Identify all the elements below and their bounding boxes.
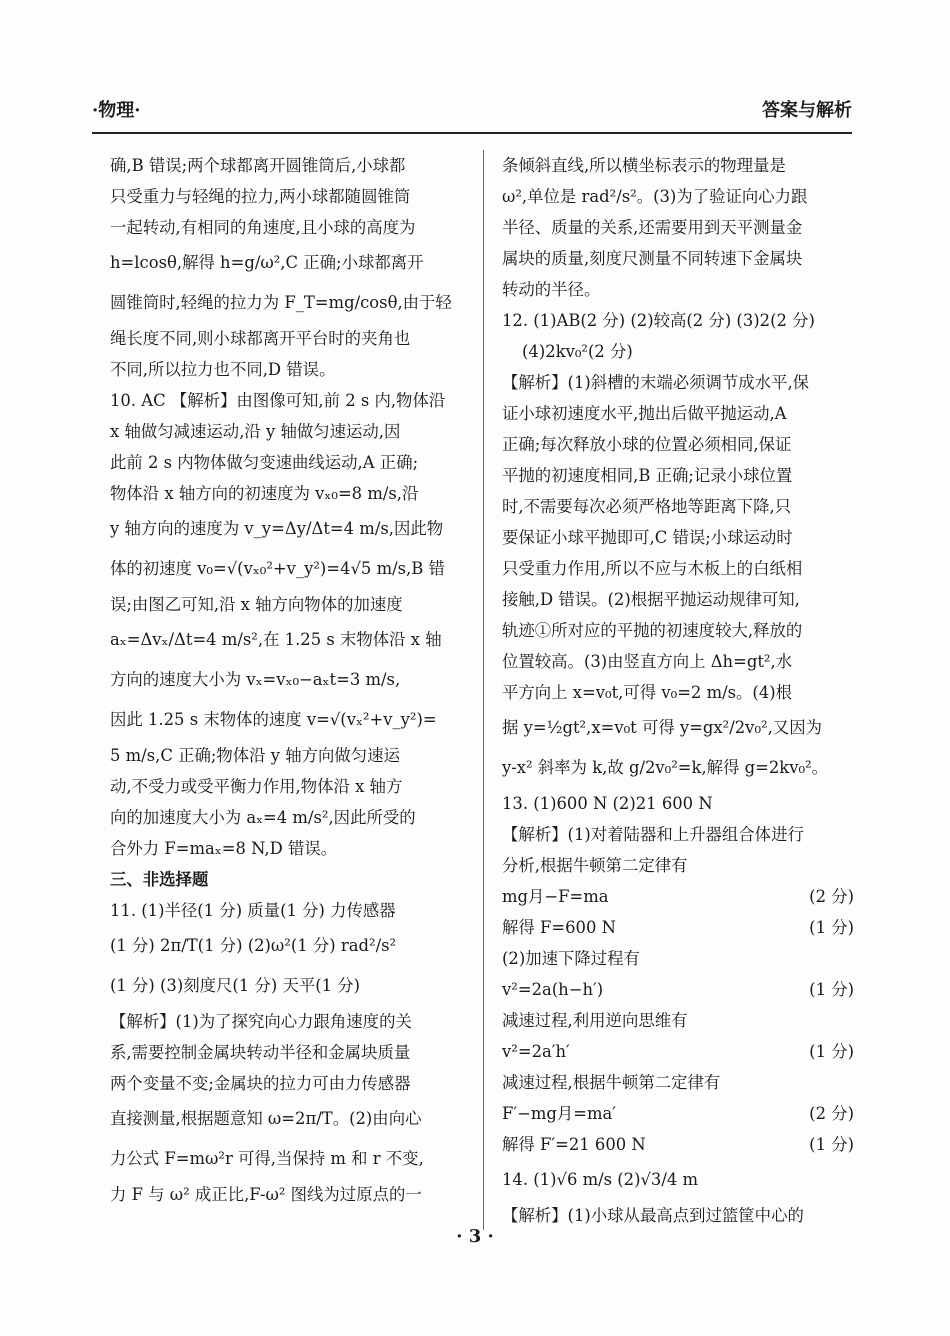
page-number: · 3 · <box>456 1226 494 1247</box>
equation-row <box>502 881 854 912</box>
question-12-line: 12. (1)AB(2 分) (2)较高(2 分) (3)2(2 分) <box>502 311 815 330</box>
text-line: 【解析】(1)对着陆器和上升器组合体进行 <box>502 825 804 844</box>
text-line: 不同,所以拉力也不同,D 错误。 <box>110 360 336 379</box>
score: (1 分) <box>809 980 854 999</box>
text-line: ω²,单位是 rad²/s²。(3)为了验证向心力跟 <box>502 187 808 206</box>
column-divider <box>483 150 484 1230</box>
text-line: 此前 2 s 内物体做匀变速曲线运动,A 正确; <box>110 453 419 472</box>
score: (1 分) <box>809 918 854 937</box>
text-line: 【解析】(1)小球从最高点到过篮筐中心的 <box>502 1206 804 1225</box>
text-line: (1 分) (3)刻度尺(1 分) 天平(1 分) <box>110 976 361 995</box>
text-line: y-x² 斜率为 k,故 g/2v₀²=k,解得 g=2kv₀²。 <box>502 758 829 777</box>
text-line: 两个变量不变;金属块的拉力可由力传感器 <box>110 1074 411 1093</box>
text-line: 一起转动,有相同的角速度,且小球的高度为 <box>110 218 416 237</box>
text-line: 力公式 F=mω²r 可得,当保持 m 和 r 不变, <box>110 1149 424 1168</box>
text-line: 条倾斜直线,所以横坐标表示的物理量是 <box>502 156 786 175</box>
equation-row <box>502 943 854 974</box>
text-line: 要保证小球平抛即可,C 错误;小球运动时 <box>502 528 793 547</box>
text-line: 平方向上 x=v₀t,可得 v₀=2 m/s。(4)根 <box>502 683 793 702</box>
score: (2 分) <box>809 1104 854 1123</box>
text-line: 据 y=½gt²,x=v₀t 可得 y=gx²/2v₀²,又因为 <box>502 718 822 737</box>
text-line: 系,需要控制金属块转动半径和金属块质量 <box>110 1043 411 1062</box>
text-line: 平抛的初速度相同,B 正确;记录小球位置 <box>502 466 793 485</box>
text-line: 合外力 F=maₓ=8 N,D 错误。 <box>110 839 338 858</box>
text-line: 5 m/s,C 正确;物体沿 y 轴方向做匀速运 <box>110 746 400 765</box>
equation: 解得 F′=21 600 N <box>502 1135 646 1154</box>
text-line: x 轴做匀减速运动,沿 y 轴做匀速运动,因 <box>110 422 401 441</box>
text-line: 只受重力与轻绳的拉力,两小球都随圆锥筒 <box>110 187 411 206</box>
text-line: 向的加速度大小为 aₓ=4 m/s²,因此所受的 <box>110 808 416 827</box>
score: (1 分) <box>809 1042 854 1061</box>
text-line: 【解析】(1)斜槽的末端必须调节成水平,保 <box>502 373 810 392</box>
text-line: 力 F 与 ω² 成正比,F-ω² 图线为过原点的一 <box>110 1185 422 1204</box>
equation: v²=2a′h′ <box>502 1042 570 1061</box>
left-column <box>110 150 458 1210</box>
text-line: 圆锥筒时,轻绳的拉力为 F_T=mg/cosθ,由于轻 <box>110 293 452 312</box>
equation: F′−mg月=ma′ <box>502 1104 617 1123</box>
text-line: 时,不需要每次必须严格地等距离下降,只 <box>502 497 792 516</box>
question-11-line: 11. (1)半径(1 分) 质量(1 分) 力传感器 <box>110 901 396 920</box>
text-line: 绳长度不同,则小球都离开平台时的夹角也 <box>110 329 411 348</box>
text-line: 属块的质量,刻度尺测量不同转速下金属块 <box>502 249 803 268</box>
text-line: 体的初速度 v₀=√(vₓ₀²+v_y²)=4√5 m/s,B 错 <box>110 559 445 578</box>
text-line: 【解析】(1)为了探究向心力跟角速度的关 <box>110 1012 412 1031</box>
text-line: 轨迹①所对应的平抛的初速度较大,释放的 <box>502 621 803 640</box>
equation-row <box>502 1129 854 1160</box>
equation-row <box>502 1098 854 1129</box>
text-line: 转动的半径。 <box>502 280 601 299</box>
header-rule <box>92 132 852 134</box>
text-line: 半径、质量的关系,还需要用到天平测量金 <box>502 218 803 237</box>
text-line: 分析,根据牛顿第二定律有 <box>502 856 688 875</box>
text-line: 方向的速度大小为 vₓ=vₓ₀−aₓt=3 m/s, <box>110 670 401 689</box>
equation-row <box>502 912 854 943</box>
equation: v²=2a(h−h′) <box>502 980 604 999</box>
text-line: 误;由图乙可知,沿 x 轴方向物体的加速度 <box>110 595 403 614</box>
right-column <box>502 150 854 1231</box>
text-line: 证小球初速度水平,抛出后做平抛运动,A <box>502 404 787 423</box>
score: (2 分) <box>809 887 854 906</box>
text-line: 动,不受力或受平衡力作用,物体沿 x 轴方 <box>110 777 403 796</box>
question-13-line: 13. (1)600 N (2)21 600 N <box>502 794 713 813</box>
question-10-line: 10. AC 【解析】由图像可知,前 2 s 内,物体沿 <box>110 391 446 410</box>
text-line: 直接测量,根据题意知 ω=2π/T。(2)由向心 <box>110 1109 422 1128</box>
header-subject: ·物理· <box>92 100 141 121</box>
equation: 解得 F=600 N <box>502 918 616 937</box>
equation-row <box>502 1036 854 1067</box>
text-line: 确,B 错误;两个球都离开圆锥筒后,小球都 <box>110 156 406 175</box>
equation: 减速过程,根据牛顿第二定律有 <box>502 1073 721 1092</box>
equation: 减速过程,利用逆向思维有 <box>502 1011 688 1030</box>
header-section: 答案与解析 <box>762 100 852 121</box>
text-line: 接触,D 错误。(2)根据平抛运动规律可知, <box>502 590 800 609</box>
text-line: aₓ=Δvₓ/Δt=4 m/s²,在 1.25 s 末物体沿 x 轴 <box>110 630 442 649</box>
equation-row <box>502 1067 854 1098</box>
text-line: h=lcosθ,解得 h=g/ω²,C 正确;小球都离开 <box>110 253 424 272</box>
text-line: (4)2kv₀²(2 分) <box>522 342 633 361</box>
text-line: 物体沿 x 轴方向的初速度为 vₓ₀=8 m/s,沿 <box>110 484 419 503</box>
section-title: 三、非选择题 <box>110 870 209 889</box>
equation-row <box>502 1005 854 1036</box>
score: (1 分) <box>809 1135 854 1154</box>
text-line: 正确;每次释放小球的位置必须相同,保证 <box>502 435 792 454</box>
equation: mg月−F=ma <box>502 887 609 906</box>
text-line: y 轴方向的速度为 v_y=Δy/Δt=4 m/s,因此物 <box>110 519 444 538</box>
text-line: (1 分) 2π/T(1 分) (2)ω²(1 分) rad²/s² <box>110 936 397 955</box>
equation: (2)加速下降过程有 <box>502 949 640 968</box>
equation-row <box>502 974 854 1005</box>
text-line: 只受重力作用,所以不应与木板上的白纸相 <box>502 559 803 578</box>
text-line: 因此 1.25 s 末物体的速度 v=√(vₓ²+v_y²)= <box>110 710 437 729</box>
question-14-line: 14. (1)√6 m/s (2)√3/4 m <box>502 1170 699 1189</box>
text-line: 位置较高。(3)由竖直方向上 Δh=gt²,水 <box>502 652 793 671</box>
